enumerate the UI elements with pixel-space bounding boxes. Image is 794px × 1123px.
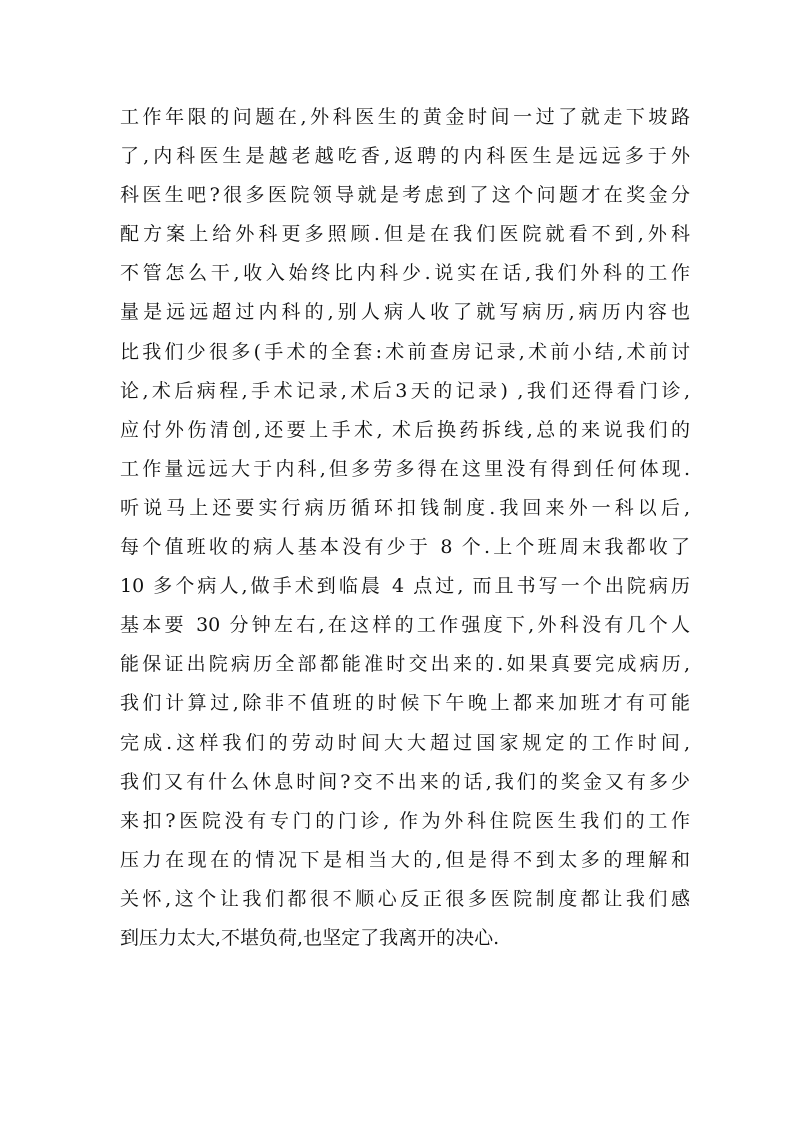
text-line: 来扣?医院没有专门的门诊, 作为外科住院医生我们的工作 [120, 809, 690, 832]
text-line: 关怀,这个让我们都很不顺心反正很多医院制度都让我们感 [120, 887, 690, 910]
text-line: 压力在现在的情况下是相当大的,但是得不到太多的理解和 [120, 848, 690, 871]
text-line: 科医生吧?很多医院领导就是考虑到了这个问题才在奖金分 [120, 184, 690, 207]
text-line: 我们又有什么休息时间?交不出来的话,我们的奖金又有多少 [120, 770, 690, 793]
text-line: 10 多个病人,做手术到临晨 4 点过, 而且书写一个出院病历 [120, 575, 690, 598]
text-line: 应付外伤清创,还要上手术, 术后换药拆线,总的来说我们的 [120, 418, 690, 441]
text-line: 配方案上给外科更多照顾.但是在我们医院就看不到,外科 [120, 223, 690, 246]
text-line: 工作年限的问题在,外科医生的黄金时间一过了就走下坡路 [120, 106, 690, 128]
body-paragraph [120, 98, 690, 958]
text-line: 能保证出院病历全部都能准时交出来的.如果真要完成病历, [120, 653, 690, 676]
text-line: 工作量远远大于内科,但多劳多得在这里没有得到任何体现. [120, 457, 690, 480]
text-line: 我们计算过,除非不值班的时候下午晚上都来加班才有可能 [120, 692, 690, 715]
text-line: 每个值班收的病人基本没有少于 8 个.上个班周末我都收了 [120, 536, 690, 559]
text-line: 了,内科医生是越老越吃香,返聘的内科医生是远远多于外 [120, 145, 690, 168]
text-line: 不管怎么干,收入始终比内科少.说实在话,我们外科的工作 [120, 262, 690, 285]
text-line: 基本要 30 分钟左右,在这样的工作强度下,外科没有几个人 [120, 614, 690, 637]
text-line-last: 到压力太大,不堪负荷,也坚定了我离开的决心. [120, 926, 500, 949]
text-line: 论,术后病程,手术记录,术后3天的记录) ,我们还得看门诊, [120, 379, 690, 402]
text-line: 比我们少很多(手术的全套:术前查房记录,术前小结,术前讨 [120, 340, 690, 363]
text-line: 听说马上还要实行病历循环扣钱制度.我回来外一科以后, [120, 496, 690, 519]
text-line: 量是远远超过内科的,别人病人收了就写病历,病历内容也 [120, 301, 690, 324]
text-line: 完成.这样我们的劳动时间大大超过国家规定的工作时间, [120, 731, 690, 754]
